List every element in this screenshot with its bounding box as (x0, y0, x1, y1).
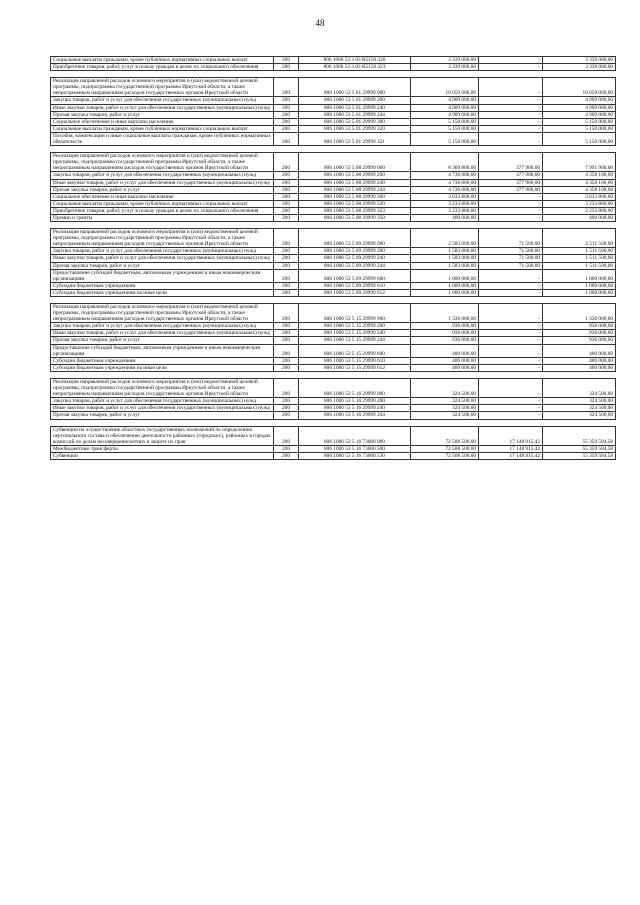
row-approved-cell: 4 909 000,00 (411, 104, 479, 111)
row-executed-cell: - (479, 337, 543, 344)
row-approved-cell: 400 000,00 (411, 214, 479, 221)
table-row (51, 323, 616, 330)
table-row (51, 344, 616, 357)
row-name-cell: Реализация направлений расходов основного мероприятия и (или) ведомственной целевой программы, подпрограммы государственной программы Иркутской области, а также непрограммным направлениям расходов государственных органов Иркутской области (51, 78, 274, 97)
row-name-cell: Субсидии бюджетным учреждениям на иные цели (51, 289, 274, 296)
row-approved-cell: 1 000 000,00 (411, 282, 479, 289)
row-name-cell: Социальные выплаты гражданам, кроме публичных нормативных социальных выплат (51, 57, 274, 64)
row-approved-cell: 5 150 000,00 (411, 132, 479, 145)
row-budget-code-cell: 806 1006 53 5 16 29999 000 (299, 378, 411, 397)
row-line-code-cell: 200 (274, 64, 299, 71)
row-remaining-cell: 1 000 000,00 (543, 269, 616, 282)
row-approved-cell: 4 736 000,00 (411, 179, 479, 186)
row-budget-code-cell: 806 1006 53 5 08 29999 320 (299, 200, 411, 207)
row-name-cell: Реализация направлений расходов основного мероприятия и (или) ведомственной целевой программы, подпрограммы государственной программы Иркутской области, а также непрограммным направлениям расходов государственных органов Иркутской области (51, 378, 274, 397)
table-row (51, 364, 616, 371)
row-approved-cell: 3 339 000,00 (411, 57, 479, 64)
row-remaining-cell: 4 358 100,00 (543, 172, 616, 179)
row-remaining-cell: 4 909 000,00 (543, 97, 616, 104)
row-line-code-cell: 200 (274, 172, 299, 179)
row-line-code-cell: 200 (274, 378, 299, 397)
row-executed-cell: - (479, 97, 543, 104)
table-row (51, 104, 616, 111)
row-name-cell: Приобретение товаров, работ, услуг в пользу граждан в целях их социального обеспечения (51, 64, 274, 71)
row-executed-cell: - (479, 398, 543, 405)
row-remaining-cell: 3 339 000,00 (543, 64, 616, 71)
row-executed-cell: - (479, 78, 543, 97)
table-row (51, 111, 616, 118)
spacer-row (51, 419, 616, 426)
row-approved-cell: 324 500,00 (411, 405, 479, 412)
row-approved-cell: 1 583 000,00 (411, 248, 479, 255)
row-budget-code-cell: 806 1006 53 5 15 29999 600 (299, 344, 411, 357)
row-name-cell: Закупка товаров, работ и услуг для обеспечения государственных (муниципальных) нужд (51, 323, 274, 330)
table-row (51, 248, 616, 255)
row-executed-cell: 71 500,00 (479, 262, 543, 269)
row-line-code-cell: 200 (274, 452, 299, 459)
row-budget-code-cell: 806 1006 53 5 08 29999 240 (299, 179, 411, 186)
row-name-cell: Субсидии бюджетным учреждениям на иные цели (51, 364, 274, 371)
row-budget-code-cell: 806 1006 53 5 01 29999 000 (299, 78, 411, 97)
row-remaining-cell: 4 909 000,00 (543, 104, 616, 111)
row-name-cell: Социальные выплаты гражданам, кроме публичных нормативных социальных выплат (51, 125, 274, 132)
row-executed-cell: - (479, 289, 543, 296)
row-remaining-cell: 4 909 000,00 (543, 111, 616, 118)
row-budget-code-cell: 806 1006 53 5 08 29999 200 (299, 172, 411, 179)
row-remaining-cell: 1 000 000,00 (543, 282, 616, 289)
spacer-row (51, 222, 616, 229)
row-approved-cell: 400 000,00 (411, 357, 479, 364)
row-remaining-cell: 324 500,00 (543, 405, 616, 412)
row-name-cell: Реализация направлений расходов основного мероприятия и (или) ведомственной целевой программы, подпрограммы государственной программы Иркутской области, а также непрограммным направлениям расходов государственных органов Иркутской области (51, 229, 274, 248)
row-approved-cell: 324 500,00 (411, 378, 479, 397)
row-name-cell: Закупка товаров, работ и услуг для обеспечения государственных (муниципальных) нужд (51, 97, 274, 104)
row-line-code-cell: 200 (274, 445, 299, 452)
row-approved-cell: 1 000 000,00 (411, 289, 479, 296)
row-line-code-cell: 200 (274, 282, 299, 289)
row-line-code-cell: 200 (274, 207, 299, 214)
table-row (51, 172, 616, 179)
row-remaining-cell: 3 633 800,00 (543, 193, 616, 200)
row-line-code-cell: 200 (274, 104, 299, 111)
row-approved-cell: 4 909 000,00 (411, 97, 479, 104)
row-line-code-cell: 200 (274, 153, 299, 172)
row-name-cell: Иные закупки товаров, работ и услуг для обеспечения государственных (муниципальных) нужд (51, 330, 274, 337)
row-remaining-cell: 5 150 000,00 (543, 132, 616, 145)
row-approved-cell: 4 736 000,00 (411, 172, 479, 179)
row-budget-code-cell: 806 1006 53 5 08 29999 300 (299, 193, 411, 200)
row-name-cell: Закупка товаров, работ и услуг для обеспечения государственных (муниципальных) нужд (51, 248, 274, 255)
row-remaining-cell: 1 511 500,00 (543, 262, 616, 269)
row-approved-cell: 3 633 800,00 (411, 193, 479, 200)
row-name-cell: Приобретение товаров, работ, услуг в пользу граждан в целях их социального обеспечения (51, 207, 274, 214)
row-budget-code-cell: 806 1006 53 5 16 73060 500 (299, 445, 411, 452)
row-remaining-cell: 55 359 584,58 (543, 445, 616, 452)
table-row (51, 57, 616, 64)
row-remaining-cell: 1 511 500,00 (543, 248, 616, 255)
row-line-code-cell: 200 (274, 111, 299, 118)
row-approved-cell: 400 000,00 (411, 364, 479, 371)
row-executed-cell: - (479, 304, 543, 323)
budget-table (50, 56, 616, 460)
row-budget-code-cell: 806 1006 53 5 01 29999 321 (299, 132, 411, 145)
row-line-code-cell: 200 (274, 118, 299, 125)
table-row (51, 304, 616, 323)
row-line-code-cell: 200 (274, 200, 299, 207)
row-remaining-cell: 936 000,00 (543, 330, 616, 337)
row-budget-code-cell: 806 1006 53 5 08 29999 244 (299, 186, 411, 193)
row-remaining-cell: 2 511 500,00 (543, 229, 616, 248)
spacer-cell (51, 371, 616, 378)
table-row (51, 398, 616, 405)
row-budget-code-cell: 806 1006 53 5 09 29999 600 (299, 269, 411, 282)
row-approved-cell: 2 583 000,00 (411, 229, 479, 248)
table-row (51, 357, 616, 364)
table-row (51, 255, 616, 262)
spacer-cell (51, 222, 616, 229)
row-remaining-cell: 5 150 000,00 (543, 125, 616, 132)
row-executed-cell: - (479, 207, 543, 214)
row-line-code-cell: 200 (274, 269, 299, 282)
row-line-code-cell: 200 (274, 344, 299, 357)
row-executed-cell: - (479, 200, 543, 207)
row-approved-cell: 8 369 800,00 (411, 153, 479, 172)
row-executed-cell: - (479, 357, 543, 364)
row-name-cell: Иные закупки товаров, работ и услуг для обеспечения государственных (муниципальных) нужд (51, 255, 274, 262)
row-executed-cell: - (479, 104, 543, 111)
row-approved-cell: 72 508 500,00 (411, 445, 479, 452)
row-budget-code-cell: 806 1006 53 5 16 73060 000 (299, 426, 411, 445)
row-budget-code-cell: 806 1006 53 5 15 29999 612 (299, 364, 411, 371)
row-name-cell: Иные закупки товаров, работ и услуг для обеспечения государственных (муниципальных) нужд (51, 104, 274, 111)
row-budget-code-cell: 806 1006 53 5 01 29999 240 (299, 104, 411, 111)
row-budget-code-cell: 806 1006 53 5 16 73060 530 (299, 452, 411, 459)
table-row (51, 179, 616, 186)
table-row (51, 426, 616, 445)
row-name-cell: Прочая закупка товаров, работ и услуг (51, 186, 274, 193)
row-executed-cell: 71 500,00 (479, 255, 543, 262)
row-executed-cell: - (479, 111, 543, 118)
row-line-code-cell: 200 (274, 229, 299, 248)
row-executed-cell: - (479, 378, 543, 397)
row-budget-code-cell: 806 1006 53 5 15 29999 200 (299, 323, 411, 330)
row-executed-cell: - (479, 193, 543, 200)
row-executed-cell: - (479, 132, 543, 145)
row-line-code-cell: 200 (274, 248, 299, 255)
row-executed-cell: 377 900,00 (479, 153, 543, 172)
row-budget-code-cell: 806 1006 53 5 15 29999 240 (299, 330, 411, 337)
row-executed-cell: - (479, 330, 543, 337)
table-row (51, 452, 616, 459)
row-budget-code-cell: 806 1006 53 5 09 29999 244 (299, 262, 411, 269)
table-row (51, 78, 616, 97)
row-approved-cell: 5 150 000,00 (411, 125, 479, 132)
table-row (51, 445, 616, 452)
row-approved-cell: 1 583 000,00 (411, 255, 479, 262)
row-executed-cell: 377 900,00 (479, 172, 543, 179)
row-line-code-cell: 200 (274, 214, 299, 221)
row-remaining-cell: 7 991 900,00 (543, 153, 616, 172)
spacer-cell (51, 146, 616, 153)
row-line-code-cell: 200 (274, 330, 299, 337)
row-line-code-cell: 200 (274, 78, 299, 97)
row-line-code-cell: 200 (274, 262, 299, 269)
row-approved-cell: 10 059 000,00 (411, 78, 479, 97)
row-approved-cell: 400 000,00 (411, 344, 479, 357)
row-line-code-cell: 200 (274, 125, 299, 132)
row-remaining-cell: 936 000,00 (543, 323, 616, 330)
spacer-row (51, 297, 616, 304)
table-row (51, 118, 616, 125)
row-line-code-cell: 200 (274, 57, 299, 64)
row-name-cell: Межбюджетные трансферты (51, 445, 274, 452)
row-approved-cell: 72 508 500,00 (411, 426, 479, 445)
row-line-code-cell: 200 (274, 289, 299, 296)
row-line-code-cell: 200 (274, 179, 299, 186)
table-row (51, 193, 616, 200)
row-approved-cell: 1 000 000,00 (411, 269, 479, 282)
row-line-code-cell: 200 (274, 304, 299, 323)
row-executed-cell: - (479, 118, 543, 125)
table-row (51, 229, 616, 248)
row-remaining-cell: 400 000,00 (543, 214, 616, 221)
row-name-cell: Прочая закупка товаров, работ и услуг (51, 111, 274, 118)
row-budget-code-cell: 806 1006 53 5 08 29999 350 (299, 214, 411, 221)
spacer-cell (51, 297, 616, 304)
budget-table-body (51, 57, 616, 460)
row-approved-cell: 4 909 000,00 (411, 111, 479, 118)
row-remaining-cell: 4 358 100,00 (543, 179, 616, 186)
row-budget-code-cell: 806 1006 53 5 09 29999 000 (299, 229, 411, 248)
table-row (51, 262, 616, 269)
row-name-cell: Премии и гранты (51, 214, 274, 221)
row-approved-cell: 936 000,00 (411, 337, 479, 344)
table-row (51, 378, 616, 397)
row-name-cell: Закупка товаров, работ и услуг для обеспечения государственных (муниципальных) нужд (51, 172, 274, 179)
row-executed-cell: - (479, 344, 543, 357)
table-row (51, 125, 616, 132)
row-name-cell: Субвенции на осуществление областных государственных полномочий по определению персонального состава и обеспечению деятельности районных (городских), районных в городах комиссий по делам несовершеннолетних и защите их прав (51, 426, 274, 445)
row-remaining-cell: 324 500,00 (543, 398, 616, 405)
table-row (51, 200, 616, 207)
row-approved-cell: 1 583 000,00 (411, 262, 479, 269)
row-approved-cell: 324 500,00 (411, 398, 479, 405)
table-row (51, 153, 616, 172)
row-remaining-cell: 3 233 800,00 (543, 200, 616, 207)
row-budget-code-cell: 806 1006 53 5 01 29999 300 (299, 118, 411, 125)
row-budget-code-cell: 806 1006 53 5 15 29999 610 (299, 357, 411, 364)
row-budget-code-cell: 806 1006 53 5 09 29999 612 (299, 289, 411, 296)
table-row (51, 207, 616, 214)
row-line-code-cell: 200 (274, 337, 299, 344)
row-budget-code-cell: 806 1006 53 5 16 29999 240 (299, 405, 411, 412)
row-remaining-cell: 1 336 000,00 (543, 304, 616, 323)
row-remaining-cell: 4 358 100,00 (543, 186, 616, 193)
row-remaining-cell: 1 000 000,00 (543, 289, 616, 296)
row-approved-cell: 936 000,00 (411, 323, 479, 330)
row-executed-cell: 71 500,00 (479, 248, 543, 255)
row-name-cell: Субсидии бюджетным учреждениям (51, 282, 274, 289)
row-executed-cell: 377 900,00 (479, 186, 543, 193)
table-row (51, 405, 616, 412)
row-remaining-cell: 324 500,00 (543, 378, 616, 397)
row-name-cell: Предоставление субсидий бюджетным, автономным учреждениям и иным некоммерческим организациям (51, 269, 274, 282)
row-name-cell: Социальное обеспечение и иные выплаты населению (51, 118, 274, 125)
row-line-code-cell: 200 (274, 255, 299, 262)
table-row (51, 214, 616, 221)
row-approved-cell: 3 233 800,00 (411, 200, 479, 207)
row-name-cell: Закупка товаров, работ и услуг для обеспечения государственных (муниципальных) нужд (51, 398, 274, 405)
table-row (51, 282, 616, 289)
row-budget-code-cell: 806 1006 53 5 15 29999 244 (299, 337, 411, 344)
row-remaining-cell: 55 359 584,58 (543, 426, 616, 445)
row-remaining-cell: 3 339 000,00 (543, 57, 616, 64)
row-remaining-cell: 5 150 000,00 (543, 118, 616, 125)
row-name-cell: Пособия, компенсации и иные социальные выплаты гражданам, кроме публичных нормативных обязательств (51, 132, 274, 145)
row-line-code-cell: 200 (274, 323, 299, 330)
row-name-cell: Прочая закупка товаров, работ и услуг (51, 262, 274, 269)
row-executed-cell: - (479, 125, 543, 132)
row-name-cell: Прочая закупка товаров, работ и услуг (51, 412, 274, 419)
row-executed-cell: - (479, 282, 543, 289)
table-row (51, 412, 616, 419)
row-remaining-cell: 1 511 500,00 (543, 255, 616, 262)
row-name-cell: Субсидии бюджетным учреждениям (51, 357, 274, 364)
row-remaining-cell: 55 359 584,58 (543, 452, 616, 459)
row-remaining-cell: 400 000,00 (543, 357, 616, 364)
row-executed-cell: - (479, 412, 543, 419)
row-line-code-cell: 200 (274, 193, 299, 200)
row-line-code-cell: 200 (274, 364, 299, 371)
table-row (51, 132, 616, 145)
row-line-code-cell: 200 (274, 357, 299, 364)
row-executed-cell: 17 148 915,42 (479, 445, 543, 452)
row-line-code-cell: 200 (274, 398, 299, 405)
row-name-cell: Социальное обеспечение и иные выплаты населению (51, 193, 274, 200)
row-budget-code-cell: 806 1006 53 5 08 29999 323 (299, 207, 411, 214)
spacer-row (51, 371, 616, 378)
row-line-code-cell: 200 (274, 132, 299, 145)
row-line-code-cell: 200 (274, 186, 299, 193)
row-budget-code-cell: 806 1006 53 5 09 29999 610 (299, 282, 411, 289)
row-approved-cell: 72 508 500,00 (411, 452, 479, 459)
row-approved-cell: 1 336 000,00 (411, 304, 479, 323)
row-executed-cell: - (479, 64, 543, 71)
table-row (51, 97, 616, 104)
row-executed-cell: 71 500,00 (479, 229, 543, 248)
row-line-code-cell: 200 (274, 97, 299, 104)
table-row (51, 289, 616, 296)
row-budget-code-cell: 806 1006 53 5 01 29999 320 (299, 125, 411, 132)
row-name-cell: Реализация направлений расходов основного мероприятия и (или) ведомственной целевой программы, подпрограммы государственной программы Иркутской области, а также непрограммным направлениям расходов государственных органов Иркутской области (51, 304, 274, 323)
row-budget-code-cell: 806 1006 53 5 08 29999 000 (299, 153, 411, 172)
row-approved-cell: 3 233 800,00 (411, 207, 479, 214)
row-remaining-cell: 400 000,00 (543, 364, 616, 371)
row-approved-cell: 4 736 000,00 (411, 186, 479, 193)
row-remaining-cell: 936 000,00 (543, 337, 616, 344)
row-approved-cell: 936 000,00 (411, 330, 479, 337)
row-budget-code-cell: 806 1006 53 5 01 29999 200 (299, 97, 411, 104)
row-line-code-cell: 200 (274, 426, 299, 445)
row-executed-cell: - (479, 364, 543, 371)
row-budget-code-cell: 806 1006 53 5 15 29999 000 (299, 304, 411, 323)
row-executed-cell: - (479, 214, 543, 221)
row-executed-cell: - (479, 405, 543, 412)
row-budget-code-cell: 806 1006 53 5 09 29999 240 (299, 255, 411, 262)
row-budget-code-cell: 806 1006 53 5 16 29999 244 (299, 412, 411, 419)
row-executed-cell: 17 148 915,42 (479, 426, 543, 445)
row-executed-cell: 17 148 915,42 (479, 452, 543, 459)
row-name-cell: Прочая закупка товаров, работ и услуг (51, 337, 274, 344)
row-remaining-cell: 400 000,00 (543, 344, 616, 357)
row-budget-code-cell: 806 1006 53 5 09 29999 200 (299, 248, 411, 255)
row-remaining-cell: 3 233 800,00 (543, 207, 616, 214)
row-name-cell: Реализация направлений расходов основного мероприятия и (или) ведомственной целевой программы, подпрограммы государственной программы Иркутской области, а также непрограммным направлениям расходов государственных органов Иркутской области (51, 153, 274, 172)
row-approved-cell: 3 339 000,00 (411, 64, 479, 71)
row-executed-cell: 377 900,00 (479, 179, 543, 186)
row-name-cell: Субвенции (51, 452, 274, 459)
row-approved-cell: 324 500,00 (411, 412, 479, 419)
row-remaining-cell: 10 059 000,00 (543, 78, 616, 97)
table-row (51, 269, 616, 282)
row-name-cell: Социальные выплаты гражданам, кроме публичных нормативных социальных выплат (51, 200, 274, 207)
spacer-cell (51, 71, 616, 78)
spacer-row (51, 71, 616, 78)
row-executed-cell: - (479, 57, 543, 64)
row-name-cell: Предоставление субсидий бюджетным, автономным учреждениям и иным некоммерческим организациям (51, 344, 274, 357)
row-remaining-cell: 324 500,00 (543, 412, 616, 419)
table-row (51, 337, 616, 344)
row-executed-cell: - (479, 269, 543, 282)
row-name-cell: Иные закупки товаров, работ и услуг для обеспечения государственных (муниципальных) нужд (51, 405, 274, 412)
row-budget-code-cell: 806 1006 53 5 16 29999 200 (299, 398, 411, 405)
row-line-code-cell: 200 (274, 405, 299, 412)
page-number: 48 (315, 18, 325, 28)
table-row (51, 64, 616, 71)
row-approved-cell: 5 150 000,00 (411, 118, 479, 125)
spacer-row (51, 146, 616, 153)
row-budget-code-cell: 806 1006 53 5 01 29999 244 (299, 111, 411, 118)
spacer-cell (51, 419, 616, 426)
row-budget-code-cell: 806 1006 53 3 03 R5150 323 (299, 64, 411, 71)
row-name-cell: Иные закупки товаров, работ и услуг для обеспечения государственных (муниципальных) нужд (51, 179, 274, 186)
row-budget-code-cell: 806 1006 53 3 03 R5150 320 (299, 57, 411, 64)
row-line-code-cell: 200 (274, 412, 299, 419)
row-executed-cell: - (479, 323, 543, 330)
table-row (51, 330, 616, 337)
table-row (51, 186, 616, 193)
